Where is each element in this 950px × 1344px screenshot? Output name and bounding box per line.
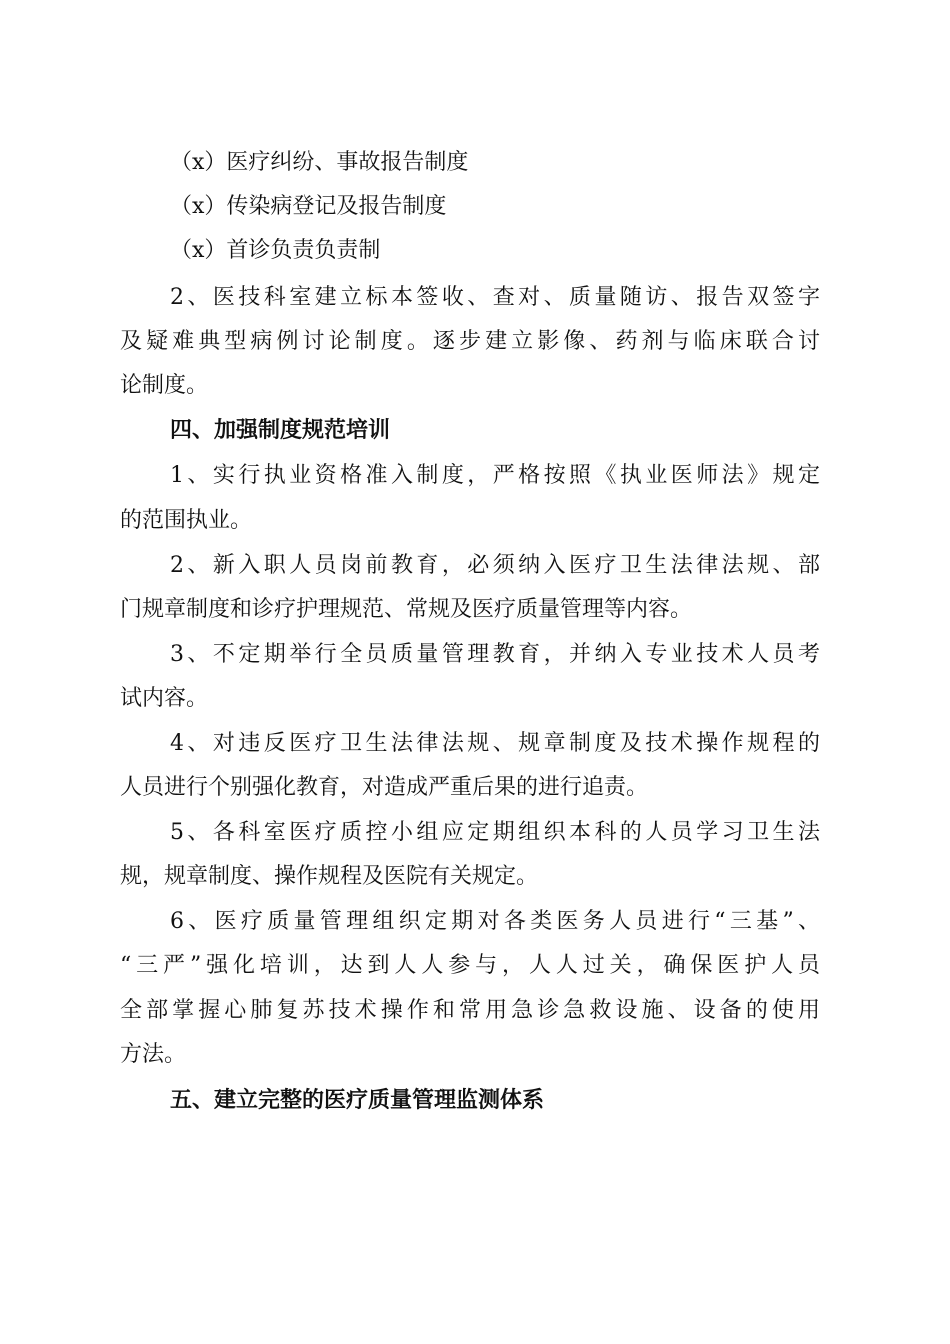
paragraph-line: 的范围执业。 <box>120 508 253 533</box>
section-heading: 五、建立完整的医疗质量管理监测体系 <box>170 1088 545 1113</box>
list-item: （x）首诊负责负责制 <box>170 238 381 263</box>
paragraph-line: 5、各科室医疗质控小组应定期组织本科的人员学习卫生法 <box>170 820 820 845</box>
paragraph-line: 全部掌握心肺复苏技术操作和常用急诊急救设施、设备的使用 <box>120 998 820 1023</box>
paragraph-line: 及疑难典型病例讨论制度。逐步建立影像、药剂与临床联合讨 <box>120 329 820 354</box>
paragraph-line: 2、新入职人员岗前教育，必须纳入医疗卫生法律法规、部 <box>170 553 820 578</box>
paragraph-line: “三严”强化培训，达到人人参与，人人过关，确保医护人员 <box>120 953 820 978</box>
list-item: （x）医疗纠纷、事故报告制度 <box>170 150 469 175</box>
paragraph-line: 6、医疗质量管理组织定期对各类医务人员进行“三基”、 <box>170 909 820 934</box>
paragraph-line: 论制度。 <box>120 373 209 398</box>
paragraph-line: 1、实行执业资格准入制度，严格按照《执业医师法》规定 <box>170 463 820 488</box>
paragraph-line: 2、医技科室建立标本签收、查对、质量随访、报告双签字 <box>170 285 820 310</box>
paragraph-line: 人员进行个别强化教育，对造成严重后果的进行追责。 <box>120 775 649 800</box>
paragraph-line: 规，规章制度、操作规程及医院有关规定。 <box>120 864 539 889</box>
list-item: （x）传染病登记及报告制度 <box>170 194 447 219</box>
section-heading: 四、加强制度规范培训 <box>170 418 391 443</box>
paragraph-line: 门规章制度和诊疗护理规范、常规及医疗质量管理等内容。 <box>120 597 693 622</box>
paragraph-line: 方法。 <box>120 1042 187 1067</box>
paragraph-line: 4、对违反医疗卫生法律法规、规章制度及技术操作规程的 <box>170 731 820 756</box>
paragraph-line: 3、不定期举行全员质量管理教育，并纳入专业技术人员考 <box>170 642 820 667</box>
paragraph-line: 试内容。 <box>120 686 209 711</box>
